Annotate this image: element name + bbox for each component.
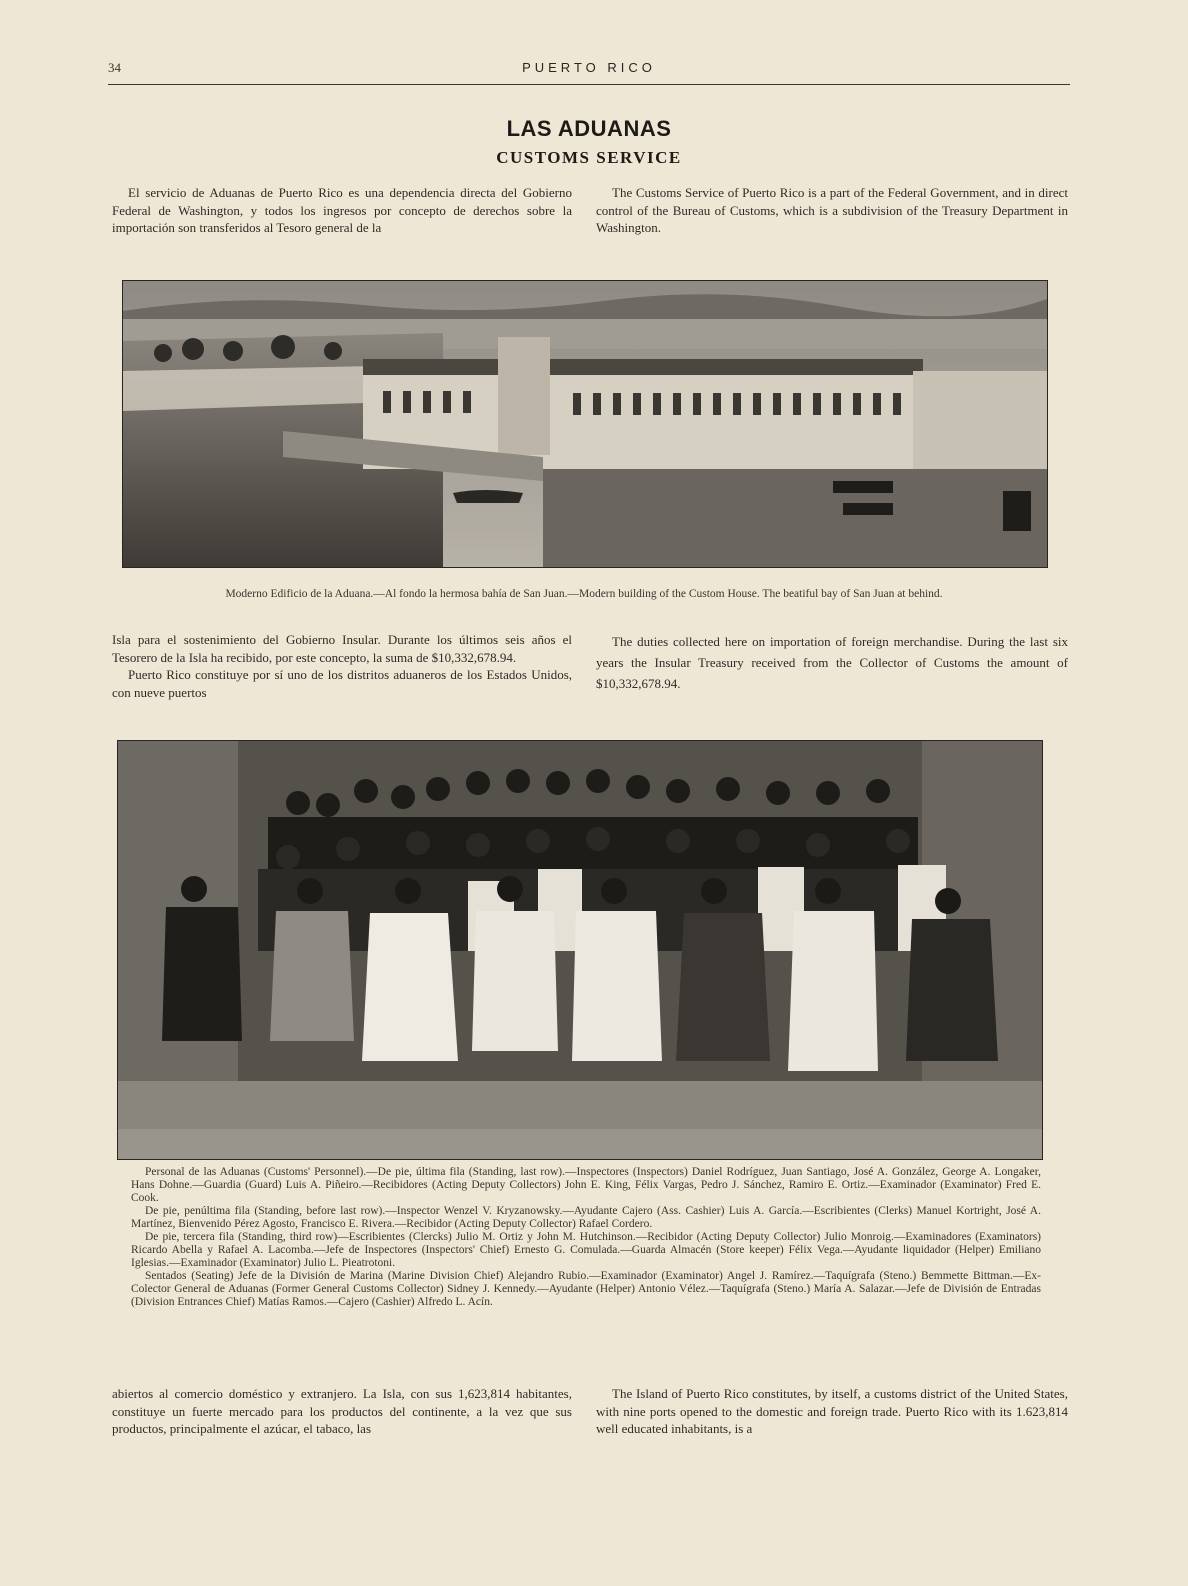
intro-spanish-column [112,184,572,237]
middle-english-column [596,631,1068,694]
customs-personnel-illustration [118,741,1042,1159]
custom-house-caption: Moderno Edificio de la Aduana.—Al fondo la hermosa bahía de San Juan.—Modern building of the Custom House. The beatiful bay of San Juan at behind. [225,588,943,600]
closing-spanish-column [112,1385,572,1438]
custom-house-illustration [123,281,1047,567]
middle-english-text: The duties collected here on importation of foreign merchandise. During the last six years the Insular Treasury received from the Collector of Customs the amount of $10,332,678.94. [596,634,1068,691]
custom-house-photo [122,280,1048,568]
customs-personnel-photo [117,740,1043,1160]
closing-english-column [596,1385,1068,1438]
intro-english-text: The Customs Service of Puerto Rico is a part of the Federal Government, and in direct control of the Bureau of Customs, which is a subdivision of the Treasury Department in Washington. [596,185,1068,235]
personnel-caption [131,1166,1041,1309]
middle-spanish-paragraph-2: Puerto Rico constituye por sí uno de los distritos aduaneros de los Estados Unidos, con nueve puertos [112,667,572,700]
personnel-caption-last-row: Personal de las Aduanas (Customs' Personnel).—De pie, última fila (Standing, last row).—Inspectores (Inspectors) Daniel Rodríguez, Juan Santiago, José A. González, George A. Longaker, Hans Dohne.—Guardia (Guard) Luis A. Piñeiro.—Recibidores (Acting Deputy Collectors) John E. King, Félix Vargas, Pedro J. Sánchez, Ramiro E. Ortiz.—Examinador (Examinator) Fred E. Cook. [131,1166,1041,1204]
header-rule [108,84,1070,85]
intro-english-column [596,184,1068,237]
article-subtitle: CUSTOMS SERVICE [496,148,682,167]
closing-english-text: The Island of Puerto Rico constitutes, by itself, a customs district of the United States, with nine ports opened to the domestic and foreign trade. Puerto Rico with its 1.623,814 well educated inhabitants, is a [596,1386,1068,1436]
personnel-caption-seated-row: Sentados (Seating) Jefe de la División de Marina (Marine Division Chief) Alejandro Rubio.—Examinador (Examinator) Angel J. Ramírez.—Taquígrafa (Steno.) Bemmette Bittman.—Ex-Colector General de Aduanas (Former General Customs Collector) Sidney J. Kennedy.—Ayudante (Helper) Antonio Vélez.—Taquígrafa (Steno.) María A. Salazar.—Jefe de División de Entradas (Division Entrances Chief) Matías Ramos.—Cajero (Cashier) Alfredo L. Acín. [131,1270,1041,1308]
personnel-caption-before-last-row: De pie, penúltima fila (Standing, before last row).—Inspector Wenzel V. Kryzanowsky.—Ayudante Cajero (Ass. Cashier) Luis A. García.—Escribientes (Clerks) Manuel Kortright, José A. Martínez, Bienvenido Pérez Agosto, Francisco E. Rivera.—Recibidor (Acting Deputy Collector) Rafael Cordero. [131,1205,1041,1230]
page-header [108,58,1070,86]
middle-spanish-column [112,631,572,701]
personnel-caption-third-row: De pie, tercera fila (Standing, third row)—Escribientes (Clercks) Julio M. Ortiz y John M. Hutchinson.—Recibidor (Acting Deputy Collector) Julio Monroig.—Examinadores (Examinators) Ricardo Abella y Rafael A. Lacomba.—Jefe de Inspectores (Inspectors' Chief) Ernesto G. Comulada.—Guarda Almacén (Store keeper) Félix Vega.—Ayudante liquidador (Helper) Emiliano Iglesias.—Examinador (Examinator) Julio L. Pieatrotoni. [131,1231,1041,1269]
page-number: 34 [108,60,121,75]
article-title: LAS ADUANAS [506,116,672,141]
intro-spanish-text: El servicio de Aduanas de Puerto Rico es una dependencia directa del Gobierno Federal de Washington, y todos los ingresos por concepto de derechos sobre la importación son transferidos al Tesoro general de la [112,185,572,235]
closing-spanish-text: abiertos al comercio doméstico y extranjero. La Isla, con sus 1,623,814 habitantes, constituye un fuerte mercado para los productos del continente, a la vez que sus productos, principalmente el azúcar, el tabaco, las [112,1386,572,1436]
running-title: PUERTO RICO [522,60,656,75]
middle-spanish-paragraph-1: Isla para el sostenimiento del Gobierno Insular. Durante los últimos seis años el Tesorero de la Isla ha recibido, por este concepto, la suma de $10,332,678.94. [112,632,572,665]
article-titles [108,116,1070,168]
